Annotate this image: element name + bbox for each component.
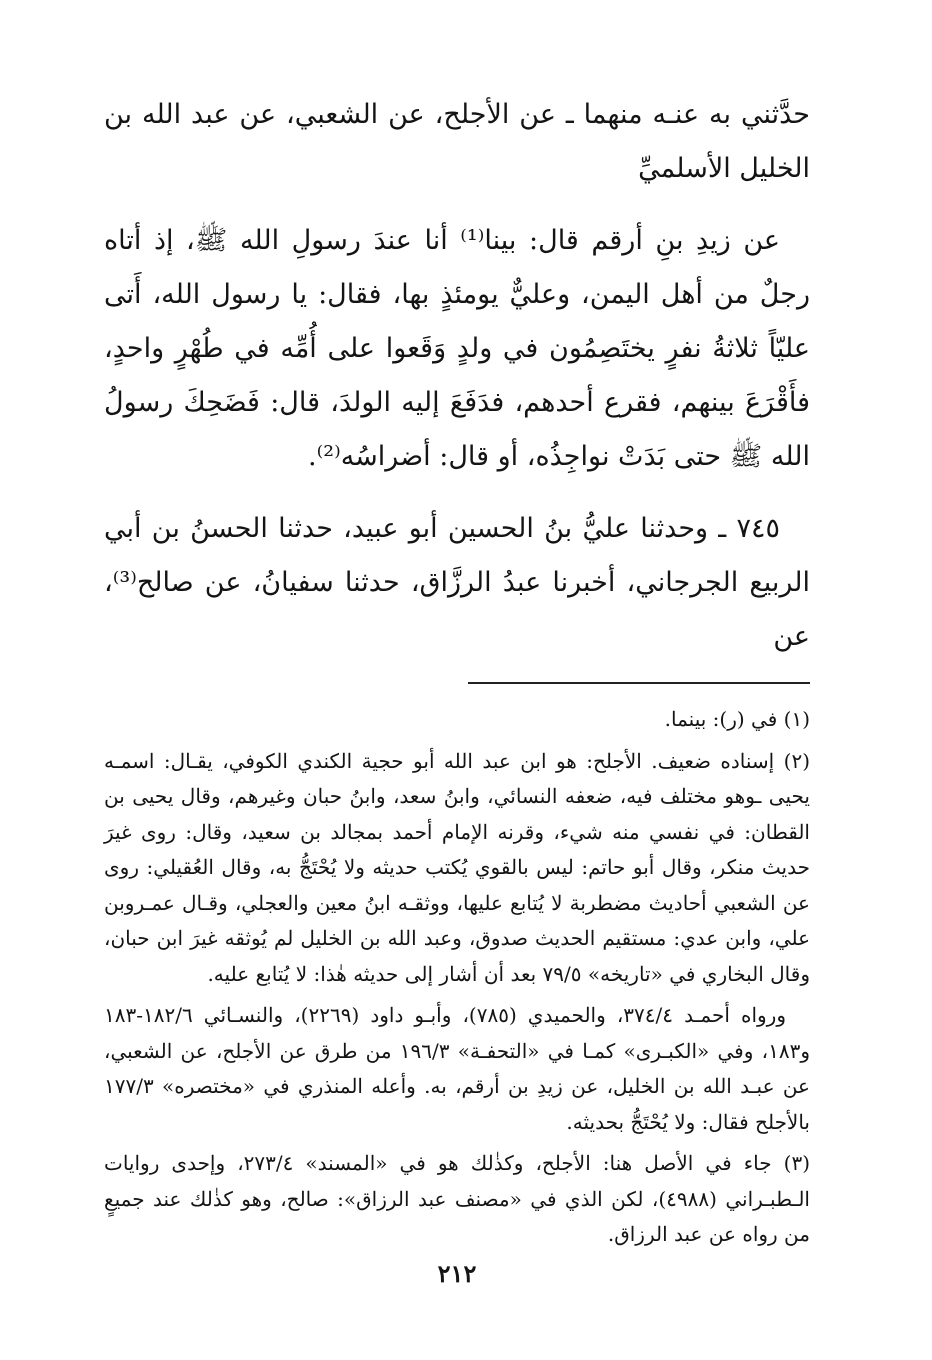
paragraph-continuation: حدَّثني به عنـه منهما ـ عن الأجلح، عن الشعبي، عن عبد الله بن الخليل الأسلميِّ (104, 99, 810, 184)
footnotes (104, 702, 810, 1253)
document-page (104, 88, 810, 1289)
footnote-2: (٢) إسناده ضعيف. الأجلح: هو ابن عبد الله أبو حجية الكندي الكوفي، يقـال: اسمـه يحيى ـوهو مختلف فيه، ضعفه النسائي، وابنُ سعد، وابنُ حبان وغيرهم، وقال يحيى بن القطان: في نفسي منه شيء، وقرنه الإمام أحمد بمجالد بن سعيد، وقال: روى غيرَ حديث منكر، وقال أبو حاتم: ليس بالقوي يُكتب حديثه ولا يُحْتَجُّ به، وقال العُقيلي: روى عن الشعبي أحاديث مضطربة لا يُتابع عليها، ووثقـه ابنُ معين والعجلي، وقـال عمـروبن علي، وابن عدي: مستقيم الحديث صدوق، وعبد الله بن الخليل لم يُوثقه غيرَ ابن حبان، وقال البخاري في «تاريخه» ٧٩/٥ بعد أن أشار إلى حديثه هٰذا: لا يُتابع عليه. (104, 748, 810, 986)
footnote-3: (٣) جاء في الأصل هنا: الأجلح، وكذٰلك هو في «المسند» ٢٧٣/٤، وإحدى روايات الـطبـراني (٤٩٨٨)، لكن الذي في «مصنف عبد الرزاق»: صالح، وهو كذٰلك عند جميعٍ من رواه عن عبد الرزاق. (104, 1151, 810, 1246)
footnote-2-continued: ورواه أحمـد ٣٧٤/٤، والحميدي (٧٨٥)، وأبـو داود (٢٢٦٩)، والنسـائي ١٨٢/٦-١٨٣ و١٨٣، وفي «الكبـرى» كمـا في «التحفـة» ١٩٦/٣ من طرق عن الأجلح، عن الشعبي، عن عبـد الله بن الخليل، عن زيدِ بن أرقم، به. وأعله المنذري في «مختصره» ١٧٧/٣ بالأجلح فقال: ولا يُحْتَجُّ بحديثه. (104, 1003, 811, 1134)
paragraph-hadith-745: ٧٤٥ ـ وحدثنا عليُّ بنُ الحسين أبو عبيد، حدثنا الحسنُ بن أبي الربيع الجرجاني، أخبرنا عبدُ الرزَّاق، حدثنا سفيانُ، عن صالح⁽³⁾، عن (104, 513, 810, 652)
footnote-1: (١) في (ر): بينما. (664, 707, 810, 731)
footnote-separator (468, 682, 810, 684)
page-number: ٢١٢ (437, 1258, 477, 1288)
paragraph-hadith: عن زيدِ بنِ أرقم قال: بينا⁽¹⁾ أنا عندَ رسولِ الله ﷺ، إذ أتاه رجلٌ من أهل اليمن، وعليٌّ يومئذٍ بها، فقال: يا رسول الله، أَتى عليّاً ثلاثةُ نفرٍ يختَصِمُون في ولدٍ وَقَعوا على أُمِّه في طُهْرٍ واحدٍ، فأَقْرَعَ بينهم، فقرع أحدهم، فدَفَعَ إليه الولدَ، قال: فَضَحِكَ رسولُ الله ﷺ حتى بَدَتْ نواجِذُه، أو قال: أضراسُه⁽²⁾. (104, 225, 810, 472)
main-text (104, 88, 810, 664)
